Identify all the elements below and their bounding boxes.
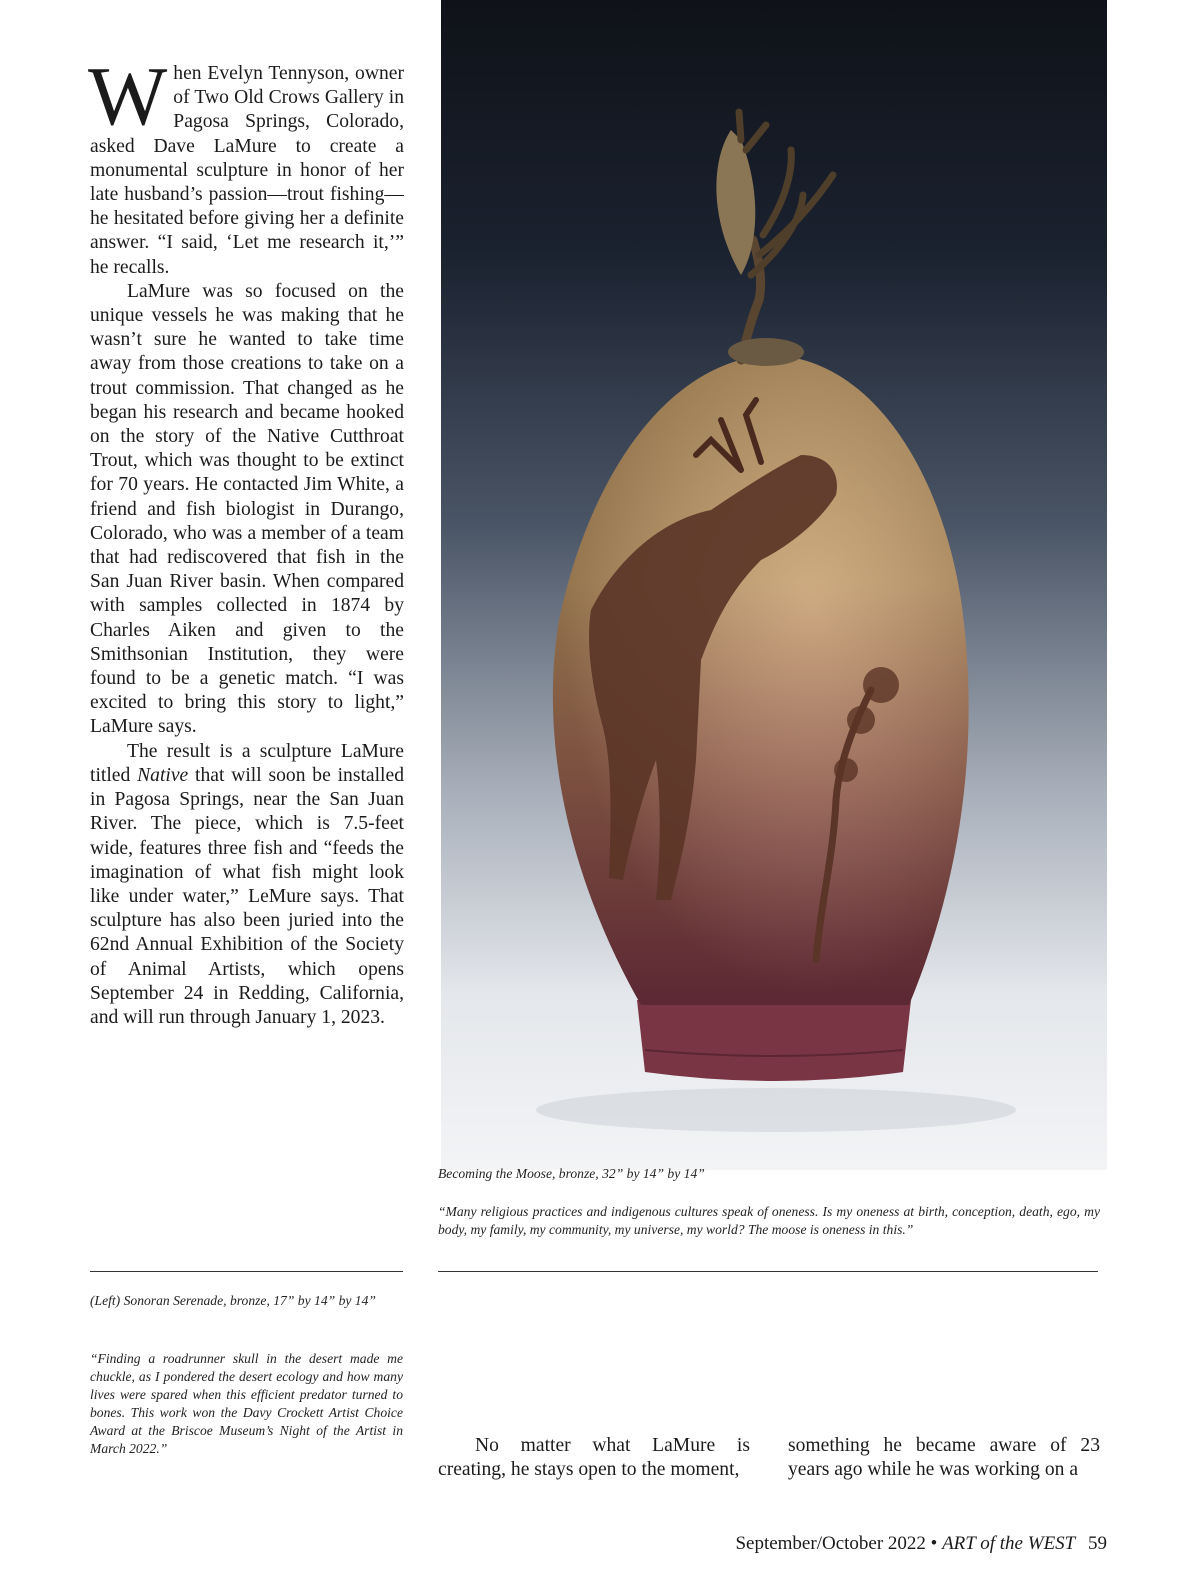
caption-right-title: Becoming the Moose, bronze, 32” by 14” by 14”	[438, 1166, 705, 1181]
caption-right-quote: “Many religious practices and indigenous cultures speak of oneness. Is my oneness at birth, conception, death, ego, my body, my family, my community, my universe, my world? The moose is oneness in this.”	[438, 1204, 1100, 1237]
caption-left-title: (Left) Sonoran Serenade, bronze, 17” by 14” by 14”	[90, 1293, 376, 1308]
caption-left-quote: “Finding a roadrunner skull in the desert made me chuckle, as I pondered the desert ecology and how many lives were spared when this efficient predator turned to bones. This work won the Davy Crockett Artist Choice Award at the Briscoe Museum’s Night of the Artist in March 2022.”	[90, 1351, 403, 1456]
caption-rule-left	[90, 1271, 403, 1272]
paragraph-1	[88, 50, 404, 280]
moose-vessel-illustration	[441, 0, 1107, 1170]
vessel-foot	[637, 1000, 911, 1081]
drop-cap: W	[88, 50, 168, 143]
vessel-shadow	[536, 1088, 1016, 1132]
page-number: 59	[1088, 1533, 1107, 1554]
article-left-column	[88, 50, 404, 1030]
paragraph-3	[90, 740, 404, 1030]
article-bottom-column-1: No matter what LaMure is creating, he stays open to the moment,	[438, 1435, 750, 1481]
antler-palm	[716, 130, 755, 275]
paragraph-3-text-b: that will soon be installed in Pagosa Springs, near the San Juan River. The piece, which is 7.5-feet wide, features three fish and “feeds the imagination of what fish might look like under water,” LeMure says. That sculpture has also been juried into the 62nd Annual Exhibition of the Society of Animal Artists, which opens September 24 in Redding, California, and will run through January 1, 2023.	[90, 764, 404, 1028]
footer-magazine: ART of the WEST	[942, 1533, 1076, 1554]
footer-issue: September/October 2022 •	[735, 1533, 938, 1554]
page-footer	[735, 1533, 1107, 1555]
lid-knob	[728, 338, 804, 366]
artwork-title: Native	[137, 764, 189, 786]
paragraph-1-text: hen Evelyn Tennyson, owner of Two Old Crows Gallery in Pagosa Springs, Colorado, asked Dave LaMure to create a monumental sculpture in honor of her late husband’s passion—trout fishing—he hesitated before giving her a definite answer. “I said, ‘Let me research it,’” he recalls.	[90, 63, 404, 278]
paragraph-2: LaMure was so focused on the unique vessels he was making that he wasn’t sure he wanted to take time away from those creations to take on a trout commission. That changed as he began his research and became hooked on the story of the Native Cutthroat Trout, which was thought to be extinct for 70 years. He contacted Jim White, a friend and fish biologist in Durango, Colorado, who was a member of a team that had rediscovered that fish in the San Juan River basin. When compared with samples collected in 1874 by Charles Aiken and given to the Smithsonian Institution, they were found to be a genetic match. “I was excited to bring this story to light,” LaMure says.	[90, 280, 404, 738]
paragraph-3-text-a: The result is a sculpture LaMure titled	[90, 740, 404, 786]
article-bottom-column-2: something he became aware of 23 years ago while he was working on a	[788, 1435, 1100, 1481]
sculpture-photo	[441, 0, 1107, 1170]
caption-rule-right	[438, 1271, 1098, 1272]
